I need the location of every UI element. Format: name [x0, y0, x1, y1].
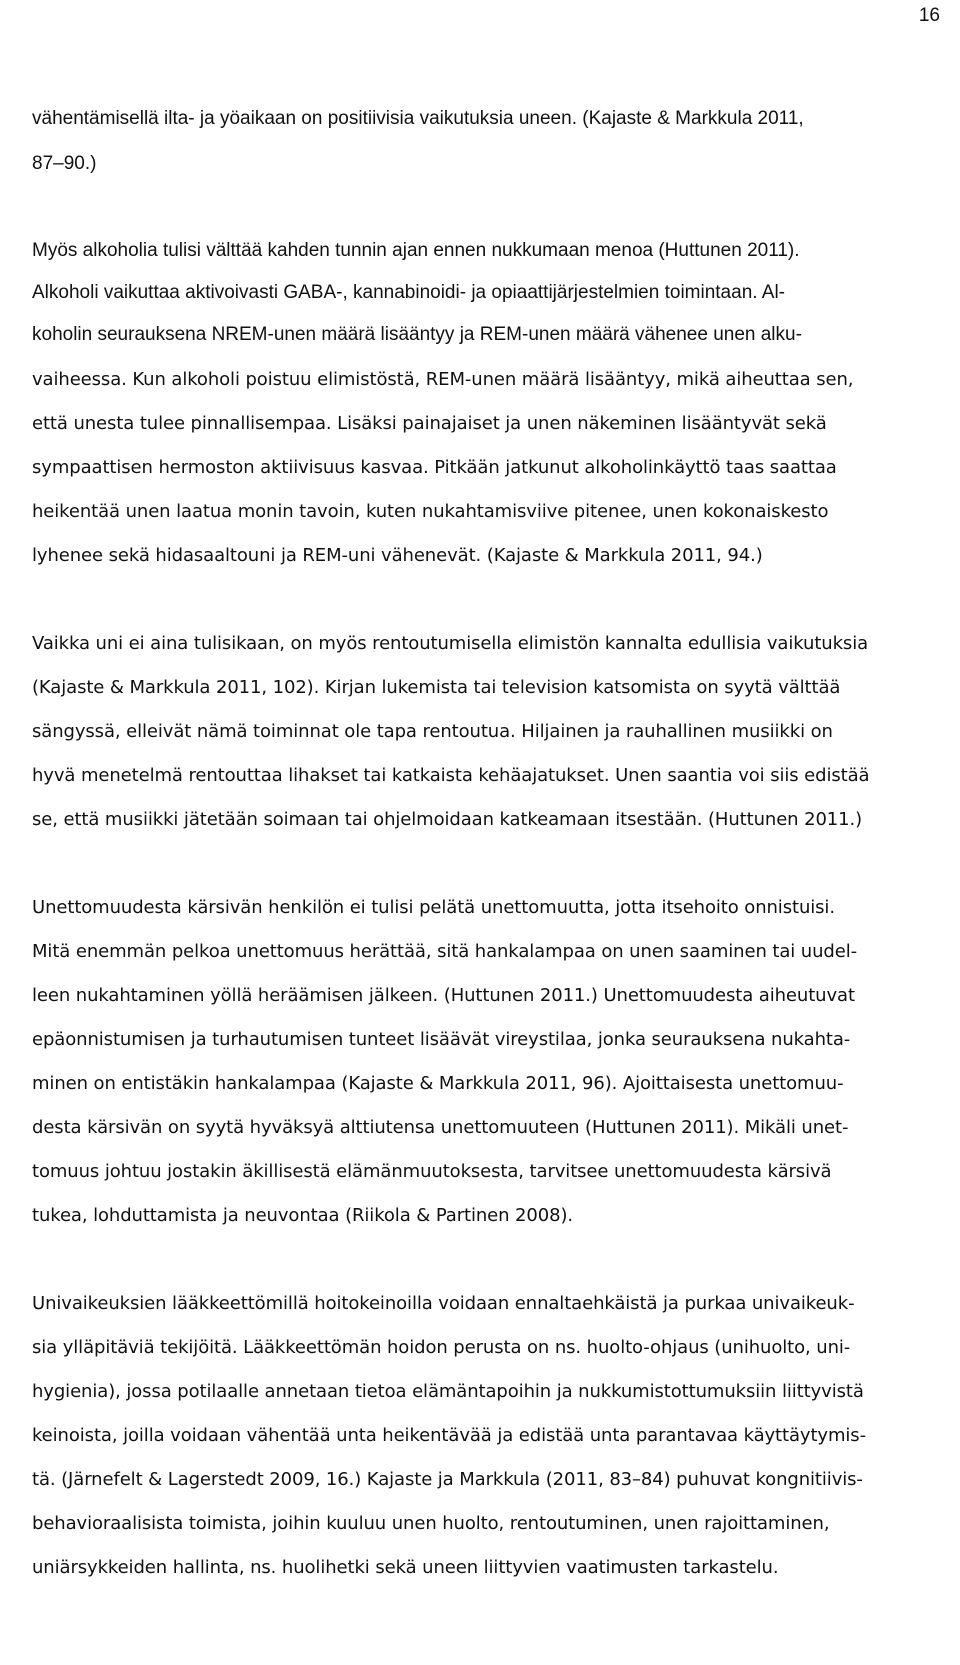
text-line: että unesta tulee pinnallisempaa. Lisäksi painajaiset ja unen näkeminen lisääntyvät sekä: [32, 413, 827, 434]
text-line: se, että musiikki jätetään soimaan tai ohjelmoidaan katkeamaan itsestään. (Huttunen 2011.): [32, 809, 863, 830]
text-line: Alkoholi vaikuttaa aktivoivasti GABA-, kannabinoidi- ja opiaattijärjestelmien toimintaan. Al-: [32, 282, 785, 303]
text-line: leen nukahtaminen yöllä heräämisen jälkeen. (Huttunen 2011.) Unettomuudesta aiheutuvat: [32, 985, 855, 1006]
text-line: tä. (Järnefelt & Lagerstedt 2009, 16.) Kajaste ja Markkula (2011, 83–84) puhuvat kongnitiivis-: [32, 1469, 863, 1490]
text-line: 87–90.): [32, 153, 97, 174]
text-line: lyhenee sekä hidasaaltouni ja REM-uni vähenevät. (Kajaste & Markkula 2011, 94.): [32, 545, 763, 566]
text-line: heikentää unen laatua monin tavoin, kuten nukahtamisviive pitenee, unen kokonaiskesto: [32, 501, 829, 522]
text-line: Univaikeuksien lääkkeettömillä hoitokeinoilla voidaan ennaltaehkäistä ja purkaa univaikeuk-: [32, 1293, 855, 1314]
text-line: hygienia), jossa potilaalle annetaan tietoa elämäntapoihin ja nukkumistottumuksiin liittyvistä: [32, 1381, 864, 1402]
text-line: keinoista, joilla voidaan vähentää unta heikentävää ja edistää unta parantavaa käyttäytymis-: [32, 1425, 866, 1446]
text-line: tukea, lohduttamista ja neuvontaa (Riikola & Partinen 2008).: [32, 1205, 574, 1226]
text-line: minen on entistäkin hankalampaa (Kajaste & Markkula 2011, 96). Ajoittaisesta unettomuu-: [32, 1073, 844, 1094]
text-line: koholin seurauksena NREM-unen määrä lisääntyy ja REM-unen määrä vähenee unen alku-: [32, 324, 802, 345]
text-line: Mitä enemmän pelkoa unettomuus herättää, sitä hankalampaa on unen saaminen tai uudel-: [32, 941, 857, 962]
text-line: Myös alkoholia tulisi välttää kahden tunnin ajan ennen nukkumaan menoa (Huttunen 2011).: [32, 240, 800, 261]
text-line: hyvä menetelmä rentouttaa lihakset tai katkaista kehäajatukset. Unen saantia voi siis edistää: [32, 765, 870, 786]
text-line: sia ylläpitäviä tekijöitä. Lääkkeettömän hoidon perusta on ns. huolto-ohjaus (unihuolto, uni-: [32, 1337, 851, 1358]
text-line: tomuus johtuu jostakin äkillisestä elämänmuutoksesta, tarvitsee unettomuudesta kärsivä: [32, 1161, 832, 1182]
text-line: (Kajaste & Markkula 2011, 102). Kirjan lukemista tai television katsomista on syytä välttää: [32, 677, 841, 698]
text-line: vaiheessa. Kun alkoholi poistuu elimistöstä, REM-unen määrä lisääntyy, mikä aiheuttaa sen,: [32, 369, 854, 390]
page-number: 16: [918, 5, 940, 26]
text-line: Unettomuudesta kärsivän henkilön ei tulisi pelätä unettomuutta, jotta itsehoito onnistuisi.: [32, 897, 835, 918]
text-line: sympaattisen hermoston aktiivisuus kasvaa. Pitkään jatkunut alkoholinkäyttö taas saattaa: [32, 457, 837, 478]
text-line: vähentämisellä ilta- ja yöaikaan on positiivisia vaikutuksia uneen. (Kajaste & Markkula 2011,: [32, 108, 804, 129]
text-line: Vaikka uni ei aina tulisikaan, on myös rentoutumisella elimistön kannalta edullisia vaikutuksia: [32, 633, 869, 654]
text-line: desta kärsivän on syytä hyväksyä alttiutensa unettomuuteen (Huttunen 2011). Mikäli unet-: [32, 1117, 849, 1138]
text-line: behavioraalisista toimista, joihin kuuluu unen huolto, rentoutuminen, unen rajoittaminen,: [32, 1513, 830, 1534]
text-line: sängyssä, elleivät nämä toiminnat ole tapa rentoutua. Hiljainen ja rauhallinen musiikki on: [32, 721, 833, 742]
text-line: uniärsykkeiden hallinta, ns. huolihetki sekä uneen liittyvien vaatimusten tarkastelu.: [32, 1557, 779, 1578]
text-line: epäonnistumisen ja turhautumisen tunteet lisäävät vireystilaa, jonka seurauksena nukahta-: [32, 1029, 851, 1050]
